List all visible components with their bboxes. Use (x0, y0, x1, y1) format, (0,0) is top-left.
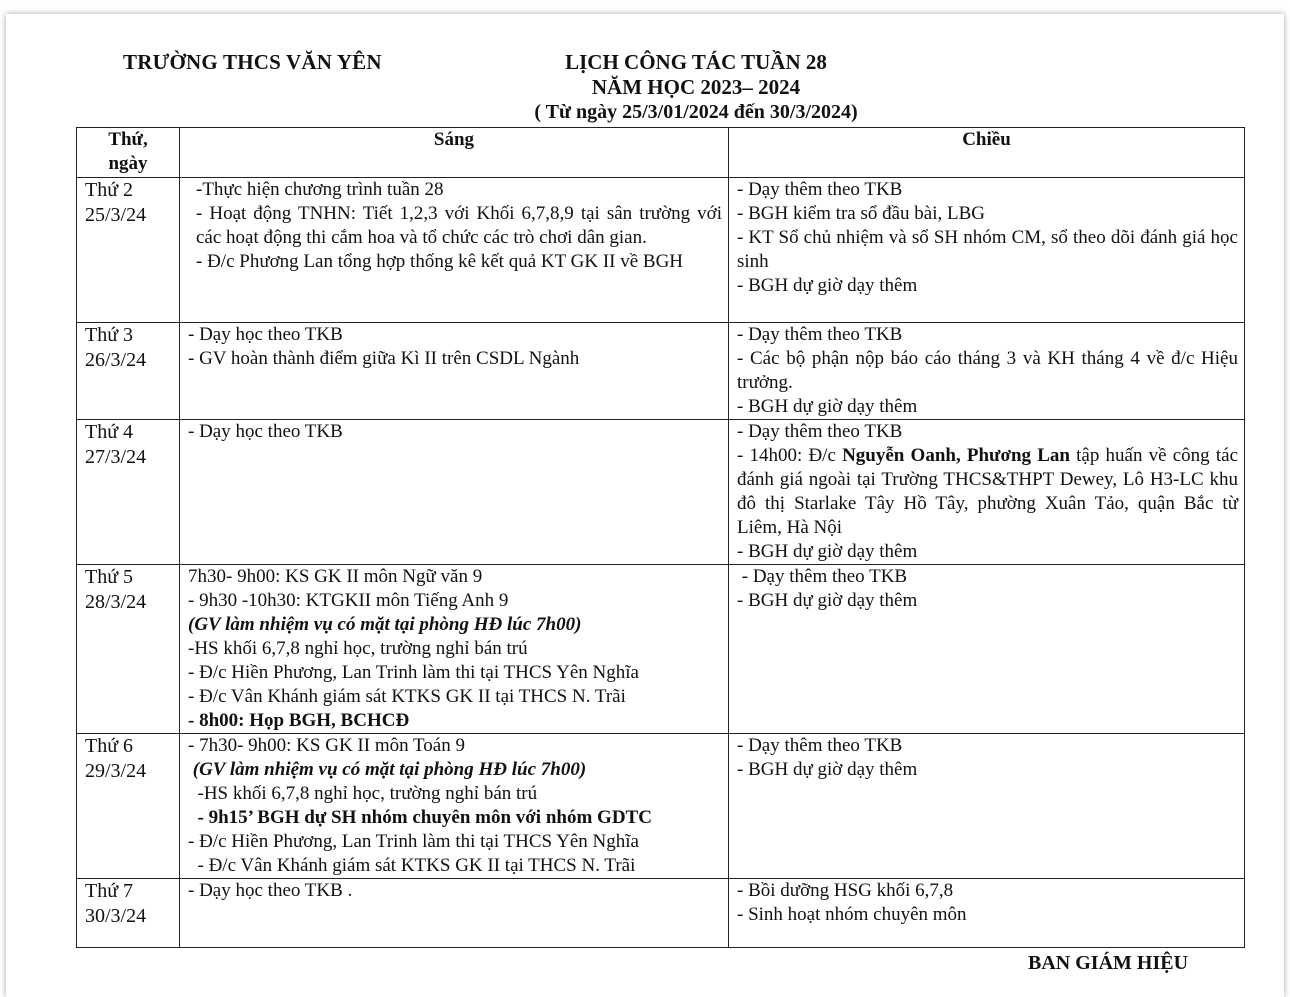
list-item: (GV làm nhiệm vụ có mặt tại phòng HĐ lúc 7h00) (188, 759, 587, 780)
list-item: - KT Sổ chủ nhiệm và sổ SH nhóm CM, sổ theo dõi đánh giá học sinh (737, 227, 1238, 272)
participant-names: Nguyễn Oanh, Phương Lan (842, 445, 1070, 466)
list-item: - Đ/c Vân Khánh giám sát KTKS GK II tại THCS N. Trãi (188, 855, 636, 876)
list-item: -HS khối 6,7,8 nghỉ học, trường nghỉ bán trú (188, 638, 528, 659)
list-item: - BGH kiểm tra sổ đầu bài, LBG (737, 203, 986, 224)
list-item: - Đ/c Hiền Phương, Lan Trinh làm thi tại THCS Yên Nghĩa (188, 831, 639, 852)
day-date: 27/3/24 (85, 446, 147, 468)
list-item: - Dạy thêm theo TKB (737, 735, 903, 756)
morning-cell (180, 734, 729, 879)
afternoon-cell (729, 323, 1245, 420)
morning-cell (180, 879, 729, 948)
header-morning: Sáng (180, 128, 729, 178)
list-item: - Dạy học theo TKB (188, 324, 343, 345)
list-item: - Bồi dưỡng HSG khối 6,7,8 (737, 880, 954, 901)
title-block (386, 50, 1006, 125)
list-item: - BGH dự giờ dạy thêm (737, 759, 918, 780)
table-row (77, 879, 1245, 948)
training-details-text: tập huấn về công tác đánh giá ngoài tại Trường THCS&THPT Dewey, Lô H3-LC khu đô thị Starlake Tây Hồ Tây, phường Xuân Tảo, quận Bắc từ Liêm, Hà Nội (737, 445, 1239, 538)
schedule-table (76, 127, 1245, 948)
day-date: 28/3/24 (85, 591, 147, 613)
header-afternoon: Chiều (729, 128, 1245, 178)
day-cell (77, 323, 180, 420)
morning-cell (180, 323, 729, 420)
afternoon-cell (729, 879, 1245, 948)
date-range: ( Từ ngày 25/3/01/2024 đến 30/3/2024) (534, 101, 858, 123)
list-item: - BGH dự giờ dạy thêm (737, 396, 918, 417)
day-label: Thứ 5 (85, 566, 134, 588)
list-item: (GV làm nhiệm vụ có mặt tại phòng HĐ lúc 7h00) (188, 614, 582, 635)
list-item: - Đ/c Hiền Phương, Lan Trinh làm thi tại THCS Yên Nghĩa (188, 662, 639, 683)
day-date: 29/3/24 (85, 760, 147, 782)
list-item: - Dạy thêm theo TKB (737, 421, 903, 442)
school-name: TRƯỜNG THCS VĂN YÊN (123, 50, 382, 74)
day-date: 30/3/24 (85, 905, 147, 927)
morning-cell (180, 565, 729, 734)
day-cell (77, 879, 180, 948)
schedule-title: LỊCH CÔNG TÁC TUẦN 28 (565, 50, 827, 74)
table-row (77, 323, 1245, 420)
morning-cell (180, 178, 729, 323)
list-item: - Sinh hoạt nhóm chuyên môn (737, 904, 967, 925)
list-item: - Đ/c Phương Lan tổng hợp thống kê kết quả KT GK II về BGH (196, 251, 684, 272)
list-item: - Dạy thêm theo TKB (737, 179, 903, 200)
table-row (77, 734, 1245, 879)
table-row (77, 178, 1245, 323)
list-item: - 8h00: Họp BGH, BCHCĐ (188, 710, 410, 731)
morning-cell (180, 420, 729, 565)
table-row (77, 565, 1245, 734)
day-label: Thứ 4 (85, 421, 134, 443)
list-item: - 9h15’ BGH dự SH nhóm chuyên môn với nhóm GDTC (188, 807, 652, 828)
day-cell (77, 178, 180, 323)
table-header-row (77, 128, 1245, 178)
list-item: - 9h30 -10h30: KTGKII môn Tiếng Anh 9 (188, 590, 509, 611)
day-label: Thứ 2 (85, 179, 134, 201)
list-item: - Đ/c Vân Khánh giám sát KTKS GK II tại THCS N. Trãi (188, 686, 626, 707)
afternoon-cell (729, 178, 1245, 323)
afternoon-cell (729, 734, 1245, 879)
list-item: - Dạy thêm theo TKB (737, 566, 908, 587)
header-day: Thứ, ngày (77, 128, 180, 178)
day-date: 26/3/24 (85, 349, 147, 371)
day-cell (77, 734, 180, 879)
list-item: - Dạy thêm theo TKB (737, 324, 903, 345)
day-label: Thứ 6 (85, 735, 134, 757)
list-item: 7h30- 9h00: KS GK II môn Ngữ văn 9 (188, 566, 483, 587)
document-page (6, 14, 1284, 997)
list-item: - BGH dự giờ dạy thêm (737, 275, 918, 296)
day-label: Thứ 7 (85, 880, 134, 902)
training-time-text: - 14h00: Đ/c (737, 445, 843, 466)
list-item: -Thực hiện chương trình tuần 28 (196, 179, 444, 200)
school-year: NĂM HỌC 2023– 2024 (591, 75, 801, 99)
signature-label: BAN GIÁM HIỆU (1028, 952, 1189, 974)
list-item: - BGH dự giờ dạy thêm (737, 590, 918, 611)
day-date: 25/3/24 (85, 204, 147, 226)
day-cell (77, 565, 180, 734)
list-item (737, 444, 1238, 540)
afternoon-cell (729, 565, 1245, 734)
table-row (77, 420, 1245, 565)
list-item: - Dạy học theo TKB (188, 421, 343, 442)
list-item: - Các bộ phận nộp báo cáo tháng 3 và KH tháng 4 về đ/c Hiệu trưởng. (737, 348, 1238, 393)
list-item: - GV hoàn thành điểm giữa Kì II trên CSDL Ngành (188, 348, 580, 369)
list-item: - 7h30- 9h00: KS GK II môn Toán 9 (188, 735, 465, 756)
list-item: -HS khối 6,7,8 nghỉ học, trường nghỉ bán trú (188, 783, 538, 804)
list-item: - BGH dự giờ dạy thêm (737, 541, 918, 562)
list-item: - Dạy học theo TKB . (188, 880, 353, 901)
day-cell (77, 420, 180, 565)
list-item: - Hoạt động TNHN: Tiết 1,2,3 với Khối 6,7,8,9 tại sân trường với các hoạt động thi cắm hoa và tổ chức các trò chơi dân gian. (196, 203, 722, 248)
afternoon-cell (729, 420, 1245, 565)
day-label: Thứ 3 (85, 324, 134, 346)
